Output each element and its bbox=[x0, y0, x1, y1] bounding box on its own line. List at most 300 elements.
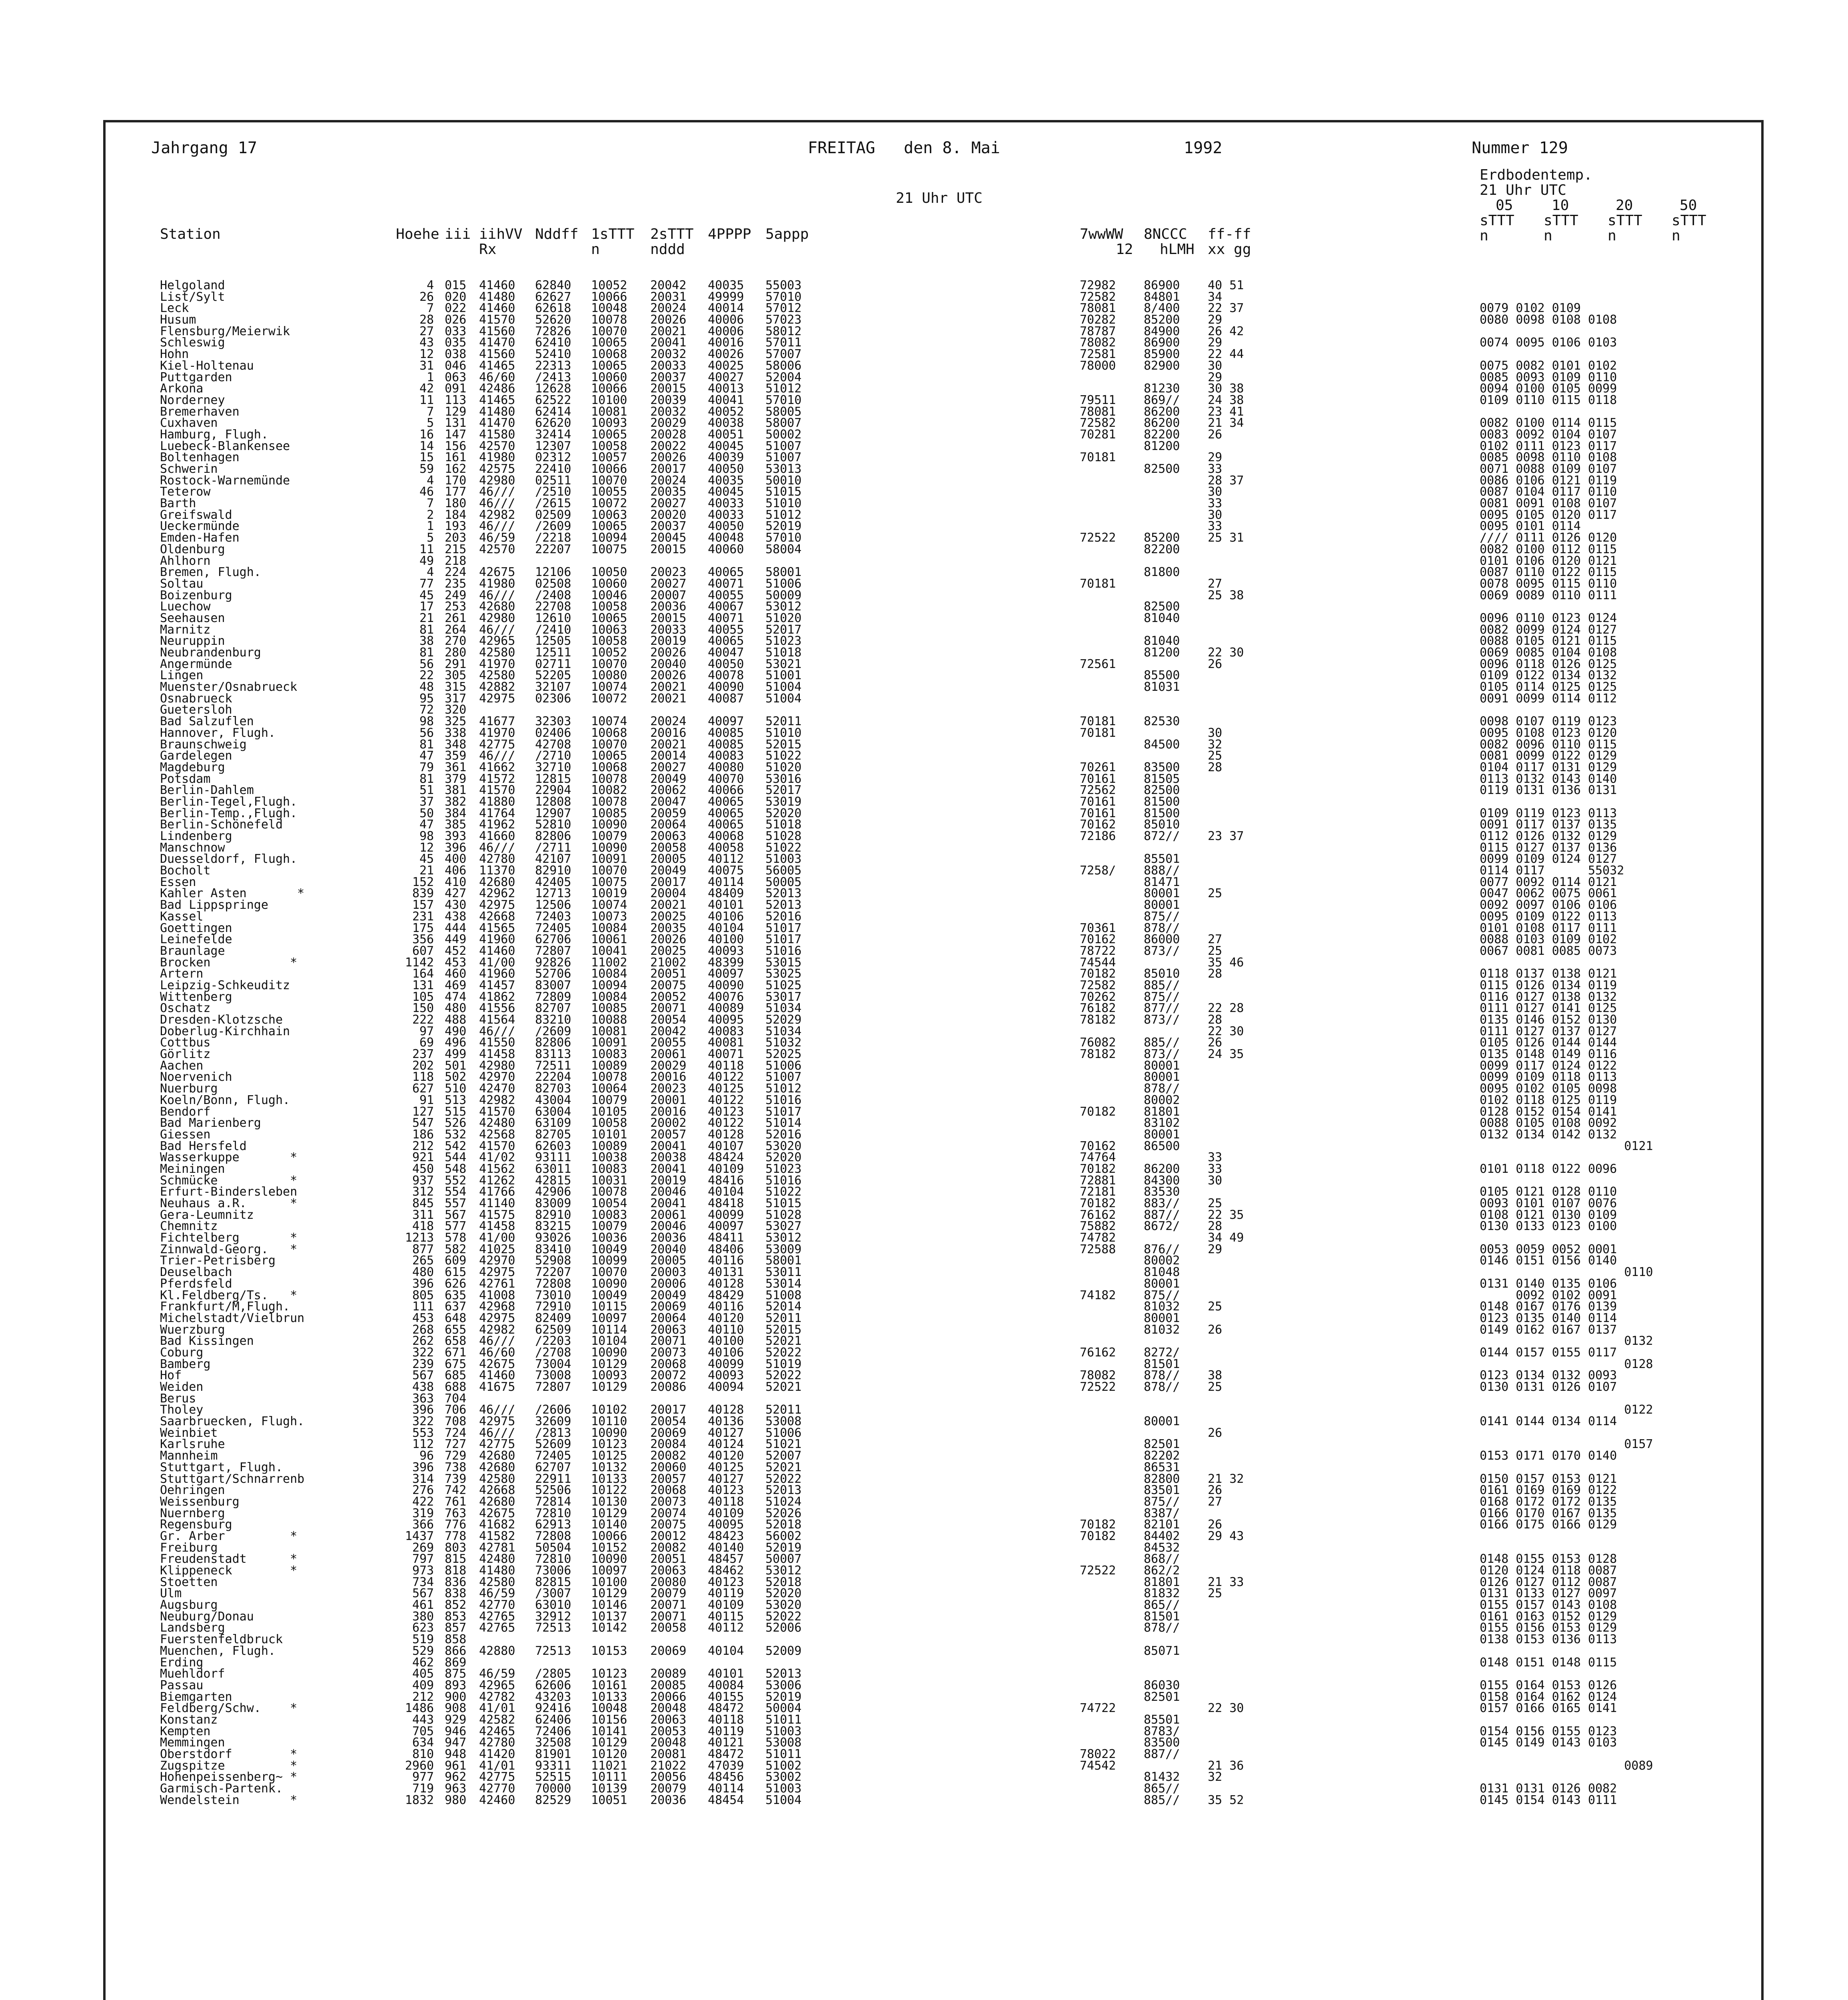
cell-ttt2: 20001 bbox=[650, 1093, 687, 1107]
cell-pppp: 40058 bbox=[708, 840, 744, 855]
cell-iihvv: 42970 bbox=[479, 1254, 515, 1268]
cell-appp: 51028 bbox=[765, 829, 802, 843]
cell-ttt1: 10066 bbox=[591, 1529, 627, 1543]
cell-iihvv: 46/// bbox=[479, 1334, 515, 1348]
cell-appp: 52015 bbox=[765, 737, 802, 752]
cell-ff: 23 41 bbox=[1208, 404, 1244, 419]
cell-iii: 980 bbox=[445, 1793, 467, 1807]
cell-nccc: 82800 bbox=[1144, 1472, 1180, 1486]
cell-station-name: Berlin-Schönefeld bbox=[160, 818, 283, 832]
cell-hoehe: 462 bbox=[412, 1655, 434, 1670]
cell-nddff: 73004 bbox=[535, 1357, 571, 1371]
cell-soil-temps: 0069 0089 0110 0111 bbox=[1480, 588, 1617, 602]
cell-ttt1: 10050 bbox=[591, 565, 627, 580]
cell-ff: 30 38 bbox=[1208, 382, 1244, 396]
cell-hoehe: 607 bbox=[412, 944, 434, 958]
cell-ttt2: 20016 bbox=[650, 1070, 687, 1084]
cell-iii: 706 bbox=[445, 1403, 467, 1417]
cell-station-name: Wendelstein * bbox=[160, 1793, 298, 1807]
cell-pppp: 40080 bbox=[708, 760, 744, 774]
cell-iii: 866 bbox=[445, 1644, 467, 1658]
cell-pppp: 40051 bbox=[708, 427, 744, 442]
cell-ttt1: 10132 bbox=[591, 1460, 627, 1474]
cell-ww: 70181 bbox=[1080, 450, 1116, 465]
cell-pppp: 40033 bbox=[708, 508, 744, 522]
cell-ttt1: 10052 bbox=[591, 278, 627, 292]
cell-ttt2: 20058 bbox=[650, 840, 687, 855]
cell-nddff: 82815 bbox=[535, 1575, 571, 1589]
cell-station-name: Weiden bbox=[160, 1380, 204, 1394]
cell-appp: 52019 bbox=[765, 519, 802, 534]
cell-pppp: 40128 bbox=[708, 1276, 744, 1291]
cell-ttt2: 20056 bbox=[650, 1770, 687, 1784]
cell-hoehe: 21 bbox=[419, 611, 434, 625]
col-8nccc: 8NCCC bbox=[1144, 226, 1187, 242]
cell-nddff: 32912 bbox=[535, 1609, 571, 1624]
cell-hoehe: 322 bbox=[412, 1414, 434, 1429]
cell-pppp: 40055 bbox=[708, 622, 744, 637]
cell-soil-temps: 0087 0110 0122 0115 bbox=[1480, 565, 1617, 580]
cell-hoehe: 453 bbox=[412, 1311, 434, 1325]
cell-nddff: 72511 bbox=[535, 1058, 571, 1073]
cell-iii: 655 bbox=[445, 1322, 467, 1337]
cell-iihvv: 46/59 bbox=[479, 1667, 515, 1681]
cell-ttt1: 10055 bbox=[591, 485, 627, 499]
cell-appp: 52006 bbox=[765, 1621, 802, 1635]
cell-nccc: 80001 bbox=[1144, 1070, 1180, 1084]
cell-pppp: 40039 bbox=[708, 450, 744, 465]
cell-soil-temps: 0157 0166 0165 0141 bbox=[1480, 1701, 1617, 1716]
cell-hoehe: 396 bbox=[412, 1276, 434, 1291]
cell-ttt1: 10104 bbox=[591, 1334, 627, 1348]
cell-nccc: 82202 bbox=[1144, 1449, 1180, 1463]
cell-iihvv: 42568 bbox=[479, 1127, 515, 1142]
cell-hoehe: 567 bbox=[412, 1368, 434, 1383]
cell-ff: 21 34 bbox=[1208, 416, 1244, 430]
cell-nddff: 12815 bbox=[535, 772, 571, 786]
cell-iii: 615 bbox=[445, 1265, 467, 1280]
table-row bbox=[0, 1795, 1848, 1806]
cell-station-name: Ahlhorn bbox=[160, 554, 211, 568]
cell-ttt1: 10091 bbox=[591, 1036, 627, 1050]
cell-iii: 502 bbox=[445, 1070, 467, 1084]
soil-sub-50: n bbox=[1672, 228, 1680, 244]
cell-appp: 57007 bbox=[765, 347, 802, 362]
cell-appp: 51004 bbox=[765, 680, 802, 694]
cell-appp: 58004 bbox=[765, 542, 802, 556]
cell-station-name: Soltau bbox=[160, 576, 204, 591]
col-2sttt: 2sTTT bbox=[650, 226, 694, 242]
cell-appp: 53008 bbox=[765, 1736, 802, 1750]
cell-ttt2: 20053 bbox=[650, 1724, 687, 1738]
cell-ttt1: 10105 bbox=[591, 1104, 627, 1119]
cell-pppp: 40123 bbox=[708, 1483, 744, 1498]
cell-pppp: 48472 bbox=[708, 1747, 744, 1761]
cell-pppp: 40093 bbox=[708, 944, 744, 958]
cell-nccc: 877// bbox=[1144, 1001, 1180, 1016]
cell-iii: 452 bbox=[445, 944, 467, 958]
cell-station-name: Boltenhagen bbox=[160, 450, 240, 465]
cell-iihvv: 42580 bbox=[479, 646, 515, 660]
cell-station-name: Chemnitz bbox=[160, 1219, 218, 1234]
cell-hoehe: 50 bbox=[419, 806, 434, 820]
cell-station-name: Emden-Hafen bbox=[160, 531, 240, 545]
cell-iihvv: 41662 bbox=[479, 760, 515, 774]
cell-soil-temps: 0166 0170 0167 0135 bbox=[1480, 1506, 1617, 1520]
cell-soil-temps: 0144 0157 0155 0117 bbox=[1480, 1345, 1617, 1360]
cell-nddff: 22207 bbox=[535, 542, 571, 556]
cell-appp: 51018 bbox=[765, 646, 802, 660]
cell-iihvv: 41570 bbox=[479, 1139, 515, 1153]
cell-ttt1: 10085 bbox=[591, 806, 627, 820]
cell-appp: 53009 bbox=[765, 1242, 802, 1256]
cell-appp: 53012 bbox=[765, 1231, 802, 1245]
cell-station-name: Oberstdorf * bbox=[160, 1747, 298, 1761]
cell-nccc: 885// bbox=[1144, 978, 1180, 992]
cell-station-name: Angermünde bbox=[160, 657, 232, 671]
cell-ww: 70161 bbox=[1080, 806, 1116, 820]
cell-station-name: Bad Marienberg bbox=[160, 1116, 261, 1130]
cell-hoehe: 49 bbox=[419, 554, 434, 568]
cell-ff: 21 32 bbox=[1208, 1472, 1244, 1486]
cell-pppp: 40038 bbox=[708, 416, 744, 430]
cell-ttt1: 10129 bbox=[591, 1586, 627, 1601]
cell-iihvv: 41262 bbox=[479, 1173, 515, 1188]
cell-nccc: 83500 bbox=[1144, 760, 1180, 774]
cell-pppp: 40140 bbox=[708, 1540, 744, 1555]
cell-ttt1: 10129 bbox=[591, 1380, 627, 1394]
cell-station-name: Flensburg/Meierwik bbox=[160, 324, 290, 338]
cell-hoehe: 26 bbox=[419, 290, 434, 304]
cell-ttt1: 10058 bbox=[591, 634, 627, 648]
cell-hoehe: 438 bbox=[412, 1380, 434, 1394]
cell-soil-temps: 0138 0153 0136 0113 bbox=[1480, 1632, 1617, 1647]
cell-pppp: 40081 bbox=[708, 1036, 744, 1050]
cell-ff: 30 bbox=[1208, 508, 1223, 522]
cell-nddff: 72814 bbox=[535, 1494, 571, 1509]
cell-iihvv: 42470 bbox=[479, 1082, 515, 1096]
cell-ttt1: 10041 bbox=[591, 944, 627, 958]
cell-pppp: 40071 bbox=[708, 611, 744, 625]
cell-nccc: 8672/ bbox=[1144, 1219, 1180, 1234]
cell-ttt1: 10161 bbox=[591, 1678, 627, 1692]
cell-iihvv: 41480 bbox=[479, 1564, 515, 1578]
cell-pppp: 40085 bbox=[708, 737, 744, 752]
cell-ttt2: 20048 bbox=[650, 1701, 687, 1716]
cell-iihvv: 11370 bbox=[479, 864, 515, 878]
cell-nddff: 02711 bbox=[535, 657, 571, 671]
cell-iii: 315 bbox=[445, 680, 467, 694]
cell-hoehe: 11 bbox=[419, 542, 434, 556]
cell-nddff: 32508 bbox=[535, 1736, 571, 1750]
cell-ttt1: 10084 bbox=[591, 990, 627, 1004]
cell-hoehe: 81 bbox=[419, 737, 434, 752]
cell-pppp: 40106 bbox=[708, 1345, 744, 1360]
cell-ttt2: 20035 bbox=[650, 485, 687, 499]
cell-iihvv: 41470 bbox=[479, 336, 515, 350]
cell-hoehe: 28 bbox=[419, 313, 434, 327]
cell-pppp: 40127 bbox=[708, 1472, 744, 1486]
cell-hoehe: 461 bbox=[412, 1598, 434, 1612]
soil-label-20: sTTT bbox=[1608, 212, 1642, 229]
cell-iii: 738 bbox=[445, 1460, 467, 1474]
cell-pppp: 40070 bbox=[708, 772, 744, 786]
cell-ttt2: 20054 bbox=[650, 1013, 687, 1027]
cell-ttt1: 10065 bbox=[591, 611, 627, 625]
cell-station-name: Osnabrueck bbox=[160, 691, 232, 706]
cell-ttt1: 10074 bbox=[591, 714, 627, 729]
cell-ttt2: 20042 bbox=[650, 278, 687, 292]
cell-nccc: 85500 bbox=[1144, 668, 1180, 683]
cell-iii: 947 bbox=[445, 1736, 467, 1750]
cell-station-name: Helgoland bbox=[160, 278, 225, 292]
cell-ff: 29 bbox=[1208, 1242, 1223, 1256]
cell-nddff: 93111 bbox=[535, 1150, 571, 1165]
cell-soil-temps: 0105 0126 0144 0144 bbox=[1480, 1036, 1617, 1050]
cell-ttt1: 10137 bbox=[591, 1609, 627, 1624]
cell-soil-temps: 0078 0095 0115 0110 bbox=[1480, 576, 1617, 591]
cell-nccc: 869// bbox=[1144, 393, 1180, 407]
cell-ttt2: 20058 bbox=[650, 1621, 687, 1635]
cell-ttt2: 20069 bbox=[650, 1644, 687, 1658]
cell-iii: 184 bbox=[445, 508, 467, 522]
cell-ww: 72522 bbox=[1080, 1380, 1116, 1394]
cell-ww: 78182 bbox=[1080, 1013, 1116, 1027]
cell-hoehe: 380 bbox=[412, 1609, 434, 1624]
cell-soil-temps: 0091 0099 0114 0112 bbox=[1480, 691, 1617, 706]
cell-ff: 30 bbox=[1208, 726, 1223, 740]
cell-pppp: 40016 bbox=[708, 336, 744, 350]
cell-soil-temps: 0105 0114 0125 0125 bbox=[1480, 680, 1617, 694]
cell-iii: 552 bbox=[445, 1173, 467, 1188]
cell-ww: 74764 bbox=[1080, 1150, 1116, 1165]
cell-nddff: 42708 bbox=[535, 737, 571, 752]
cell-iihvv: 41570 bbox=[479, 313, 515, 327]
cell-pppp: 40093 bbox=[708, 1368, 744, 1383]
cell-ttt1: 10072 bbox=[591, 691, 627, 706]
cell-nccc: 873// bbox=[1144, 1047, 1180, 1062]
cell-ttt1: 10070 bbox=[591, 1265, 627, 1280]
cell-soil-temps: 0130 0133 0123 0100 bbox=[1480, 1219, 1617, 1234]
cell-ttt1: 10074 bbox=[591, 680, 627, 694]
cell-pppp: 48424 bbox=[708, 1150, 744, 1165]
cell-ttt2: 20069 bbox=[650, 1426, 687, 1440]
cell-station-name: Artern bbox=[160, 967, 204, 981]
cell-ww: 72881 bbox=[1080, 1173, 1116, 1188]
cell-nccc: 85200 bbox=[1144, 531, 1180, 545]
cell-iii: 963 bbox=[445, 1782, 467, 1796]
cell-ttt2: 20071 bbox=[650, 1609, 687, 1624]
cell-soil-temps: 0111 0127 0141 0125 bbox=[1480, 1001, 1617, 1016]
cell-iii: 449 bbox=[445, 932, 467, 947]
cell-ttt1: 10090 bbox=[591, 1426, 627, 1440]
cell-station-name: Fuerstenfeldbruck bbox=[160, 1632, 283, 1647]
cell-iii: 035 bbox=[445, 336, 467, 350]
cell-ttt1: 10070 bbox=[591, 737, 627, 752]
cell-nddff: /2203 bbox=[535, 1334, 571, 1348]
cell-iii: 488 bbox=[445, 1013, 467, 1027]
cell-pppp: 40104 bbox=[708, 1644, 744, 1658]
cell-iii: 948 bbox=[445, 1747, 467, 1761]
cell-pppp: 40006 bbox=[708, 313, 744, 327]
cell-station-name: Nuernberg bbox=[160, 1506, 225, 1520]
cell-nddff: 43203 bbox=[535, 1690, 571, 1704]
cell-station-name: Bremen, Flugh. bbox=[160, 565, 261, 580]
cell-ttt1: 10141 bbox=[591, 1724, 627, 1738]
cell-ttt2: 20071 bbox=[650, 1334, 687, 1348]
cell-iihvv: 42675 bbox=[479, 1357, 515, 1371]
cell-ww: 74544 bbox=[1080, 955, 1116, 970]
cell-nddff: 62627 bbox=[535, 290, 571, 304]
cell-station-name: Karlsruhe bbox=[160, 1437, 225, 1452]
cell-iii: 224 bbox=[445, 565, 467, 580]
cell-station-name: Bamberg bbox=[160, 1357, 211, 1371]
cell-soil-temps: 0148 0167 0176 0139 bbox=[1480, 1300, 1617, 1314]
cell-station-name: Landsberg bbox=[160, 1621, 225, 1635]
cell-ww: 70182 bbox=[1080, 967, 1116, 981]
cell-iii: 778 bbox=[445, 1529, 467, 1543]
cell-nddff: 50504 bbox=[535, 1540, 571, 1555]
cell-ttt2: 20015 bbox=[650, 542, 687, 556]
cell-hoehe: 95 bbox=[419, 691, 434, 706]
cell-soil-temps: 0081 0099 0122 0129 bbox=[1480, 749, 1617, 763]
cell-soil-temps: 0095 0102 0105 0098 bbox=[1480, 1082, 1617, 1096]
cell-iihvv: 41565 bbox=[479, 921, 515, 935]
cell-nccc: 887// bbox=[1144, 1208, 1180, 1222]
cell-nddff: 52620 bbox=[535, 313, 571, 327]
cell-hoehe: 91 bbox=[419, 1093, 434, 1107]
cell-nccc: 81832 bbox=[1144, 1586, 1180, 1601]
cell-hoehe: 157 bbox=[412, 898, 434, 912]
cell-hoehe: 77 bbox=[419, 576, 434, 591]
cell-appp: 52018 bbox=[765, 1518, 802, 1532]
cell-ttt2: 20021 bbox=[650, 737, 687, 752]
cell-iihvv: 42980 bbox=[479, 1058, 515, 1073]
cell-ttt2: 20017 bbox=[650, 462, 687, 476]
cell-station-name: Giessen bbox=[160, 1127, 211, 1142]
cell-pppp: 40048 bbox=[708, 531, 744, 545]
cell-ttt2: 20051 bbox=[650, 967, 687, 981]
cell-hoehe: 450 bbox=[412, 1162, 434, 1176]
cell-nddff: 72207 bbox=[535, 1265, 571, 1280]
cell-nddff: 02312 bbox=[535, 450, 571, 465]
cell-nddff: 72910 bbox=[535, 1300, 571, 1314]
soil-label-50: sTTT bbox=[1672, 212, 1706, 229]
cell-ttt2: 20026 bbox=[650, 646, 687, 660]
cell-ttt1: 10065 bbox=[591, 427, 627, 442]
cell-ww: 72582 bbox=[1080, 978, 1116, 992]
cell-pppp: 40071 bbox=[708, 576, 744, 591]
cell-hoehe: 47 bbox=[419, 749, 434, 763]
weekday: FREITAG bbox=[808, 139, 875, 157]
cell-ttt1: 10049 bbox=[591, 1288, 627, 1302]
cell-station-name: Berlin-Temp.,Flugh. bbox=[160, 806, 298, 820]
cell-nccc: 82101 bbox=[1144, 1518, 1180, 1532]
cell-pppp: 40107 bbox=[708, 1139, 744, 1153]
cell-nddff: 62603 bbox=[535, 1139, 571, 1153]
cell-pppp: 40094 bbox=[708, 1380, 744, 1394]
cell-ww: 72522 bbox=[1080, 531, 1116, 545]
cell-station-name: Kl.Feldberg/Ts. * bbox=[160, 1288, 298, 1302]
cell-soil-temps: 0094 0100 0105 0099 bbox=[1480, 382, 1617, 396]
cell-iii: 384 bbox=[445, 806, 467, 820]
cell-appp: 51008 bbox=[765, 1288, 802, 1302]
cell-station-name: Freiburg bbox=[160, 1540, 218, 1555]
cell-nccc: 81505 bbox=[1144, 772, 1180, 786]
cell-nccc: 878// bbox=[1144, 1082, 1180, 1096]
cell-ww: 75882 bbox=[1080, 1219, 1116, 1234]
cell-ff: 29 bbox=[1208, 336, 1223, 350]
cell-appp: 51020 bbox=[765, 760, 802, 774]
cell-iii: 393 bbox=[445, 829, 467, 843]
cell-soil-temps: 0047 0062 0075 0061 bbox=[1480, 886, 1617, 901]
cell-nccc: 81040 bbox=[1144, 634, 1180, 648]
cell-soil-temps: 0109 0110 0115 0118 bbox=[1480, 393, 1617, 407]
cell-nccc: 888// bbox=[1144, 864, 1180, 878]
cell-iihvv: 41470 bbox=[479, 416, 515, 430]
cell-appp: 58005 bbox=[765, 404, 802, 419]
cell-nccc: 84900 bbox=[1144, 324, 1180, 338]
cell-ww: 72522 bbox=[1080, 1564, 1116, 1578]
cell-hoehe: 319 bbox=[412, 1506, 434, 1520]
cell-iihvv: 42480 bbox=[479, 1116, 515, 1130]
cell-ttt1: 10100 bbox=[591, 393, 627, 407]
cell-ttt1: 10082 bbox=[591, 783, 627, 798]
cell-ff: 30 bbox=[1208, 485, 1223, 499]
cell-hoehe: 634 bbox=[412, 1736, 434, 1750]
cell-ww: 70282 bbox=[1080, 313, 1116, 327]
cell-iii: 626 bbox=[445, 1276, 467, 1291]
cell-ttt1: 10129 bbox=[591, 1736, 627, 1750]
cell-appp: 53013 bbox=[765, 462, 802, 476]
cell-hoehe: 409 bbox=[412, 1678, 434, 1692]
cell-pppp: 40045 bbox=[708, 485, 744, 499]
cell-iihvv: 42975 bbox=[479, 1311, 515, 1325]
cell-ttt1: 10090 bbox=[591, 1552, 627, 1566]
cell-hoehe: 31 bbox=[419, 358, 434, 373]
cell-soil-temps: 0130 0131 0126 0107 bbox=[1480, 1380, 1617, 1394]
cell-appp: 51022 bbox=[765, 1185, 802, 1199]
cell-iii: 685 bbox=[445, 1368, 467, 1383]
cell-ttt2: 20012 bbox=[650, 1529, 687, 1543]
cell-nccc: 81471 bbox=[1144, 875, 1180, 889]
cell-ttt2: 20014 bbox=[650, 749, 687, 763]
col-1sttt-sub: n bbox=[591, 241, 600, 258]
cell-iihvv: 46/60 bbox=[479, 1345, 515, 1360]
cell-soil-temps: 0096 0110 0123 0124 bbox=[1480, 611, 1617, 625]
cell-iihvv: 42980 bbox=[479, 611, 515, 625]
cell-ttt2: 20060 bbox=[650, 1460, 687, 1474]
cell-nddff: /2606 bbox=[535, 1403, 571, 1417]
cell-station-name: Hof bbox=[160, 1368, 182, 1383]
cell-station-name: Freudenstadt * bbox=[160, 1552, 298, 1566]
cell-iii: 724 bbox=[445, 1426, 467, 1440]
cell-hoehe: 98 bbox=[419, 714, 434, 729]
cell-soil-temps: 0145 0154 0143 0111 bbox=[1480, 1793, 1617, 1807]
cell-ttt2: 20033 bbox=[650, 358, 687, 373]
cell-appp: 53027 bbox=[765, 1219, 802, 1234]
cell-ttt2: 20039 bbox=[650, 393, 687, 407]
cell-nccc: 82900 bbox=[1144, 358, 1180, 373]
cell-station-name: Passau bbox=[160, 1678, 204, 1692]
cell-iihvv: 42770 bbox=[479, 1598, 515, 1612]
cell-nddff: 62606 bbox=[535, 1678, 571, 1692]
cell-soil-temps: 0069 0085 0104 0108 bbox=[1480, 646, 1617, 660]
cell-nddff: 82529 bbox=[535, 1793, 571, 1807]
cell-ff: 25 31 bbox=[1208, 531, 1244, 545]
cell-iihvv: 41970 bbox=[479, 657, 515, 671]
cell-hoehe: 1213 bbox=[405, 1231, 434, 1245]
